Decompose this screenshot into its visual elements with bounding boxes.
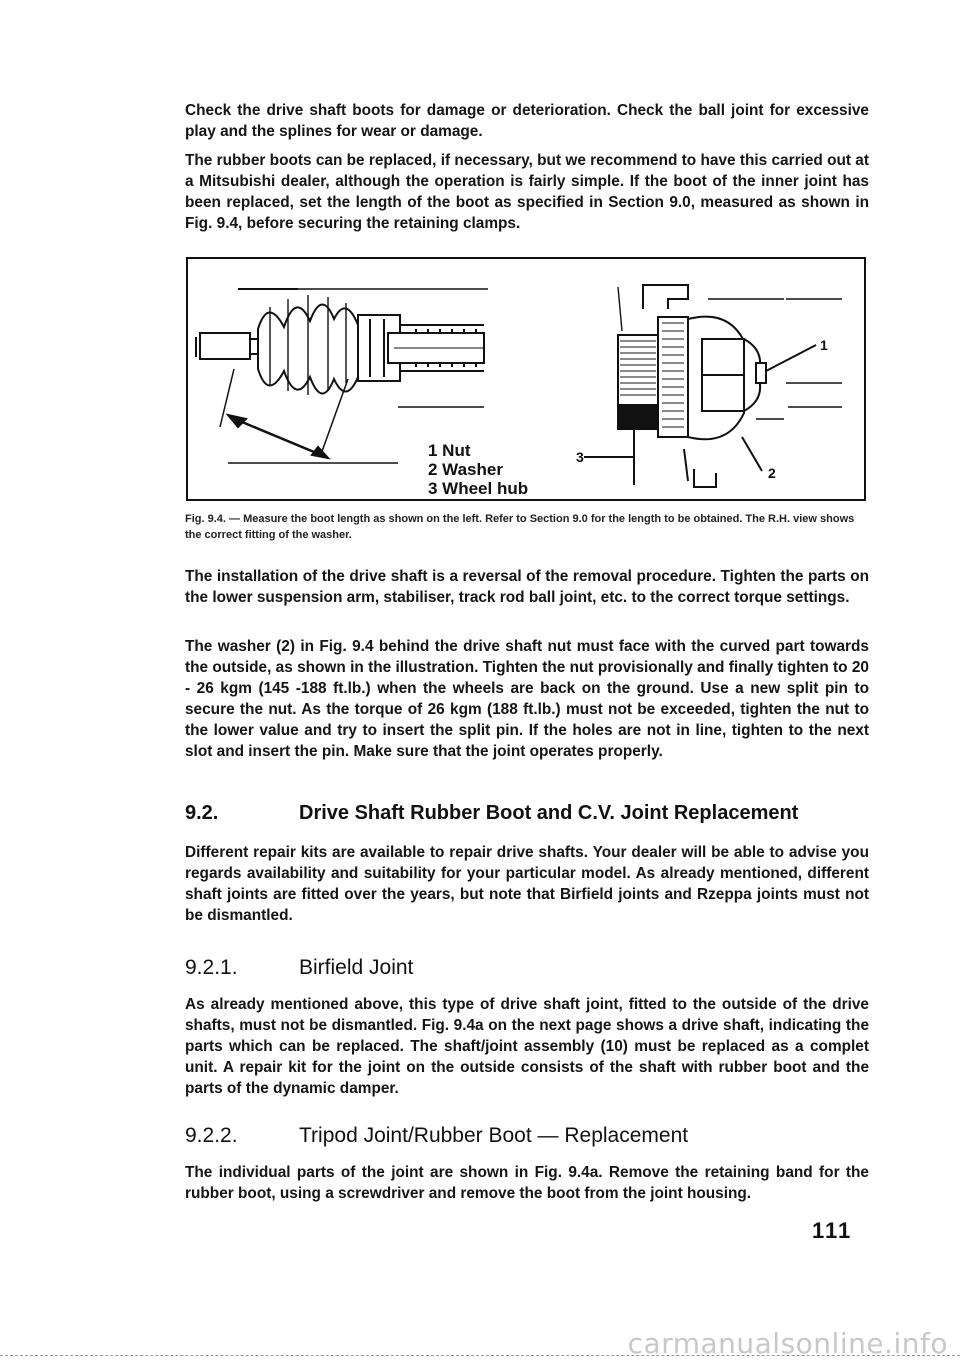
section-number: 9.2.1. (185, 956, 238, 979)
paragraph-repair-kits: Different repair kits are available to repair drive shafts. Your dealer will be able to advise you regards availability and suitability for your particular model. As already mentioned, different shaft joints are fitted over the years, but note that Birfield joints and Rzeppa joints must not be dismantled. (185, 844, 869, 924)
section-heading-9-2-1 (185, 956, 413, 980)
legend-item-wheel-hub: 3 Wheel hub (428, 479, 529, 498)
paragraph-washer-torque: The washer (2) in Fig. 9.4 behind the drive shaft nut must face with the curved part towards the outside, as shown in the illustration. Tighten the nut provisionally and finally tighten to 20 - 26 kgm (145 -188 ft.lb.) when the wheels are back on the ground. Use a new split pin to secure the nut. As the torque of 26 kgm (188 ft.lb.) must not be exceeded, tighten the nut to the lower value and try to insert the split pin. If the holes are not in line, tighten to the next slot and insert the pin. Make sure that the joint operates properly. (185, 638, 869, 760)
paragraph-birfield-joint: As already mentioned above, this type of drive shaft joint, fitted to the outside of the drive shafts, must not be dismantled. Fig. 9.4a on the next page shows a drive shaft, indicating the parts which can be replaced. The shaft/joint assembly (10) must be replaced as a complet unit. A repair kit for the joint on the outside consists of the shaft with rubber boot and the parts of the dynamic damper. (185, 996, 869, 1097)
legend-item-nut: 1 Nut (428, 441, 471, 460)
paragraph-installation: The installation of the drive shaft is a reversal of the removal procedure. Tighten the parts on the lower suspension arm, stabiliser, track rod ball joint, etc. to the correct torque settings. (185, 568, 869, 606)
section-heading-9-2 (185, 802, 798, 825)
paragraph-tripod-joint: The individual parts of the joint are shown in Fig. 9.4a. Remove the retaining band for the rubber boot, using a screwdriver and remove the boot from the joint housing. (185, 1164, 869, 1202)
paragraph-boot-check: Check the drive shaft boots for damage or deterioration. Check the ball joint for excessive play and the splines for wear or damage. (185, 102, 869, 140)
figure-9-4 (186, 257, 866, 501)
section-number: 9.2.2. (185, 1124, 238, 1147)
section-title: Drive Shaft Rubber Boot and C.V. Joint Replacement (299, 802, 799, 824)
section-title: Birfield Joint (299, 956, 414, 979)
figure-caption: Fig. 9.4. — Measure the boot length as shown on the left. Refer to Section 9.0 for the length to be obtained. The R.H. view shows the correct fitting of the washer. (185, 513, 855, 541)
legend-item-washer: 2 Washer (428, 460, 503, 479)
callout-2: 2 (768, 465, 776, 481)
section-heading-9-2-2 (185, 1124, 688, 1148)
figure-legend (428, 441, 528, 498)
section-number: 9.2. (185, 802, 219, 824)
site-watermark: carmanualsonline.info (627, 1327, 948, 1360)
callout-3: 3 (576, 449, 584, 465)
page-number: 111 (812, 1218, 853, 1243)
paragraph-boot-replacement: The rubber boots can be replaced, if necessary, but we recommend to have this carried out at a Mitsubishi dealer, although the operation is fairly simple. If the boot of the inner joint has been replaced, set the length of the boot as specified in Section 9.0, measured as shown in Fig. 9.4, before securing the retaining clamps. (185, 152, 869, 232)
callout-1: 1 (820, 337, 828, 353)
section-title: Tripod Joint/Rubber Boot — Replacement (299, 1124, 689, 1147)
